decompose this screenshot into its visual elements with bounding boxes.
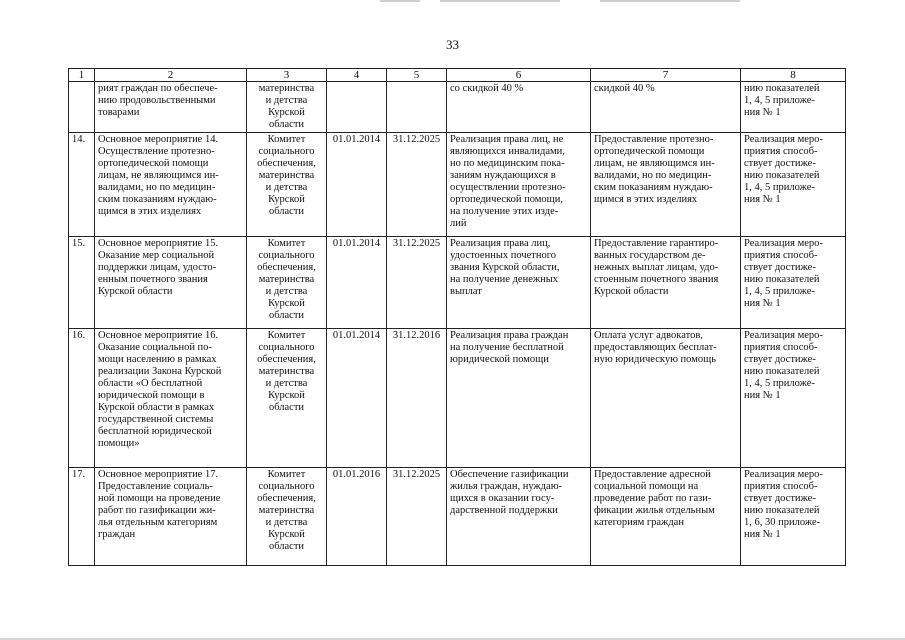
row-number <box>69 82 95 133</box>
indicator-link: Реализация меро- приятия способ- ствует достиже- нию показателей 1, 4, 5 приложе- ния № 1 <box>741 329 846 468</box>
header-cell: 3 <box>247 69 327 82</box>
scan-artifact-segment <box>440 0 560 2</box>
table-row <box>69 82 846 133</box>
end-date <box>387 82 447 133</box>
responsible-org: Комитет социального обеспечения, материнства и детства Курской области <box>247 468 327 566</box>
measure-name: Основное мероприятие 17. Предоставление социаль- ной помощи на проведение работ по газификации жи- лья отдельным категориям граждан <box>95 468 247 566</box>
indicator-link: Реализация меро- приятия способ- ствует достиже- нию показателей 1, 4, 5 приложе- ния № 1 <box>741 133 846 237</box>
start-date: 01.01.2016 <box>327 468 387 566</box>
scan-artifact-segment <box>380 0 420 2</box>
main-activities: Предоставление протезно- ортопедической помощи лицам, не являющимся ин- валидами, но по медицин- ским показаниям нуждаю- щимся в этих изделиях <box>591 133 741 237</box>
responsible-org: Комитет социального обеспечения, материнства и детства Курской области <box>247 237 327 329</box>
header-cell: 7 <box>591 69 741 82</box>
measure-name: рият граждан по обеспече- нию продовольственными товарами <box>95 82 247 133</box>
responsible-org: материнства и детства Курской области <box>247 82 327 133</box>
start-date: 01.01.2014 <box>327 133 387 237</box>
measure-name: Основное мероприятие 15. Оказание мер социальной поддержки лицам, удосто- енным почетного звания Курской области <box>95 237 247 329</box>
measure-name: Основное мероприятие 14. Осуществление протезно- ортопедической помощи лицам, не являющимся ин- валидами, но по медицин- ским показаниям нуждаю- щимся в этих изделиях <box>95 133 247 237</box>
expected-result: Реализация права граждан на получение бесплатной юридической помощи <box>447 329 591 468</box>
measures-table <box>68 68 846 566</box>
main-activities: Предоставление адресной социальной помощи на проведение работ по гази- фикации жилья отдельным категориям граждан <box>591 468 741 566</box>
row-number: 17. <box>69 468 95 566</box>
header-cell: 2 <box>95 69 247 82</box>
expected-result: со скидкой 40 % <box>447 82 591 133</box>
row-number: 15. <box>69 237 95 329</box>
scan-artifact-segment <box>600 0 740 2</box>
main-activities: Оплата услуг адвокатов, предоставляющих бесплат- ную юридическую помощь <box>591 329 741 468</box>
scan-artifact-top <box>0 0 905 4</box>
header-row <box>69 69 846 82</box>
expected-result: Обеспечение газификации жилья граждан, нуждаю- щихся в оказании госу- дарственной поддержки <box>447 468 591 566</box>
indicator-link: Реализация меро- приятия способ- ствует достиже- нию показателей 1, 4, 5 приложе- ния № 1 <box>741 237 846 329</box>
responsible-org: Комитет социального обеспечения, материнства и детства Курской области <box>247 133 327 237</box>
expected-result: Реализация права лиц, не являющихся инвалидами, но по медицинским пока- заниям нуждающихся в осуществлении протезно- ортопедической помощи, на получение этих изде- лий <box>447 133 591 237</box>
header-cell: 5 <box>387 69 447 82</box>
table-row <box>69 237 846 329</box>
end-date: 31.12.2025 <box>387 237 447 329</box>
start-date: 01.01.2014 <box>327 237 387 329</box>
header-cell: 6 <box>447 69 591 82</box>
main-activities: скидкой 40 % <box>591 82 741 133</box>
header-cell: 8 <box>741 69 846 82</box>
page-number: 33 <box>446 37 459 52</box>
responsible-org: Комитет социального обеспечения, материнства и детства Курской области <box>247 329 327 468</box>
table-row <box>69 329 846 468</box>
end-date: 31.12.2025 <box>387 468 447 566</box>
row-number: 16. <box>69 329 95 468</box>
end-date: 31.12.2016 <box>387 329 447 468</box>
indicator-link: Реализация меро- приятия способ- ствует достиже- нию показателей 1, 6, 30 приложе- ния № 1 <box>741 468 846 566</box>
start-date: 01.01.2014 <box>327 329 387 468</box>
end-date: 31.12.2025 <box>387 133 447 237</box>
expected-result: Реализация права лиц, удостоенных почетного звания Курской области, на получение денежных выплат <box>447 237 591 329</box>
measure-name: Основное мероприятие 16. Оказание социальной по- мощи населению в рамках реализации Закона Курской области «О бесплатной юридической помощи в Курской области в рамках государственной системы бесплатной юридической помощи» <box>95 329 247 468</box>
indicator-link: нию показателей 1, 4, 5 приложе- ния № 1 <box>741 82 846 133</box>
main-activities: Предоставление гарантиро- ванных государством де- нежных выплат лицам, удо- стоенным почетного звания Курской области <box>591 237 741 329</box>
header-cell: 1 <box>69 69 95 82</box>
row-number: 14. <box>69 133 95 237</box>
table-row <box>69 133 846 237</box>
start-date <box>327 82 387 133</box>
table-row <box>69 468 846 566</box>
header-cell: 4 <box>327 69 387 82</box>
